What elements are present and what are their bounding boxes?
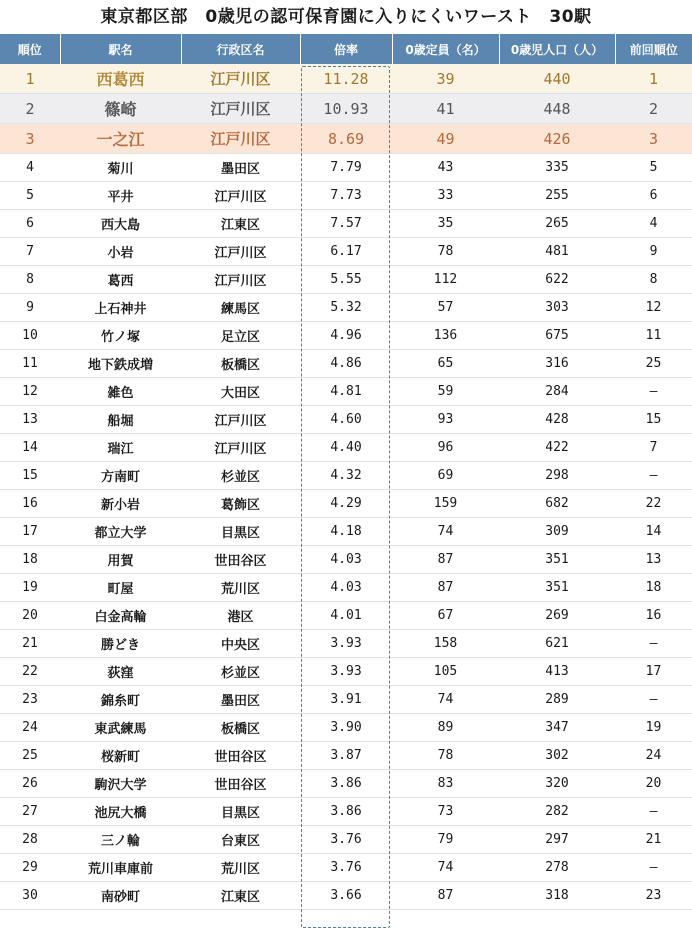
cell-population: 335 [499,154,615,182]
cell-capacity: 87 [392,574,499,602]
cell-population: 309 [499,518,615,546]
cell-station: 新小岩 [60,490,181,518]
cell-previous-rank: 6 [615,182,692,210]
cell-rank: 5 [0,182,60,210]
cell-station: 都立大学 [60,518,181,546]
cell-ward: 杉並区 [181,658,300,686]
cell-station: 勝どき [60,630,181,658]
cell-ratio: 4.60 [300,406,392,434]
cell-ratio: 4.03 [300,574,392,602]
cell-station: 地下鉄成増 [60,350,181,378]
cell-previous-rank: 19 [615,714,692,742]
cell-population: 298 [499,462,615,490]
cell-previous-rank: ― [615,630,692,658]
cell-rank: 15 [0,462,60,490]
cell-ratio: 7.73 [300,182,392,210]
cell-population: 278 [499,854,615,882]
table-row [0,490,692,518]
cell-ratio: 4.32 [300,462,392,490]
cell-population: 448 [499,94,615,124]
cell-station: 瑞江 [60,434,181,462]
cell-ward: 墨田区 [181,154,300,182]
cell-rank: 7 [0,238,60,266]
cell-ratio: 7.57 [300,210,392,238]
cell-ratio: 5.32 [300,294,392,322]
cell-rank: 9 [0,294,60,322]
table-row [0,378,692,406]
cell-ward: 板橋区 [181,350,300,378]
table-row [0,798,692,826]
page-title: 東京都区部 0歳児の認可保育園に入りにくいワースト 30駅 [100,7,592,27]
cell-ratio: 11.28 [300,64,392,94]
cell-station: 平井 [60,182,181,210]
cell-ward: 大田区 [181,378,300,406]
cell-ward: 江戸川区 [181,238,300,266]
cell-ratio: 7.79 [300,154,392,182]
cell-previous-rank: 24 [615,742,692,770]
cell-ratio: 10.93 [300,94,392,124]
cell-ward: 目黒区 [181,798,300,826]
cell-population: 682 [499,490,615,518]
cell-capacity: 57 [392,294,499,322]
cell-ratio: 4.96 [300,322,392,350]
cell-population: 316 [499,350,615,378]
cell-station: 南砂町 [60,882,181,910]
cell-previous-rank: 1 [615,64,692,94]
cell-population: 302 [499,742,615,770]
cell-ratio: 8.69 [300,124,392,154]
cell-ratio: 5.55 [300,266,392,294]
table-row [0,714,692,742]
cell-ward: 荒川区 [181,854,300,882]
cell-population: 428 [499,406,615,434]
cell-station: 方南町 [60,462,181,490]
cell-rank: 14 [0,434,60,462]
cell-rank: 24 [0,714,60,742]
cell-previous-rank: 7 [615,434,692,462]
cell-ratio: 4.86 [300,350,392,378]
cell-ward: 江戸川区 [181,124,300,154]
cell-rank: 23 [0,686,60,714]
cell-ward: 荒川区 [181,574,300,602]
cell-station: 西大島 [60,210,181,238]
cell-rank: 12 [0,378,60,406]
table-row [0,826,692,854]
cell-population: 621 [499,630,615,658]
cell-station: 船堀 [60,406,181,434]
cell-population: 289 [499,686,615,714]
header-capacity: 0歳定員（名） [392,34,499,64]
cell-ratio: 3.86 [300,798,392,826]
cell-rank: 21 [0,630,60,658]
cell-capacity: 74 [392,686,499,714]
cell-ratio: 3.90 [300,714,392,742]
cell-ratio: 3.93 [300,630,392,658]
cell-ratio: 3.93 [300,658,392,686]
cell-rank: 20 [0,602,60,630]
cell-ward: 足立区 [181,322,300,350]
cell-station: 錦糸町 [60,686,181,714]
cell-rank: 13 [0,406,60,434]
cell-station: 用賀 [60,546,181,574]
table-header-row [0,34,692,64]
cell-previous-rank: 18 [615,574,692,602]
table-row [0,124,692,154]
cell-station: 菊川 [60,154,181,182]
header-previous-rank: 前回順位 [615,34,692,64]
cell-rank: 28 [0,826,60,854]
cell-ratio: 4.29 [300,490,392,518]
cell-population: 320 [499,770,615,798]
cell-rank: 10 [0,322,60,350]
cell-station: 篠崎 [60,94,181,124]
cell-capacity: 41 [392,94,499,124]
cell-population: 347 [499,714,615,742]
table-row [0,154,692,182]
cell-population: 351 [499,546,615,574]
cell-previous-rank: 12 [615,294,692,322]
cell-population: 303 [499,294,615,322]
cell-ward: 世田谷区 [181,770,300,798]
cell-ratio: 3.86 [300,770,392,798]
cell-previous-rank: 23 [615,882,692,910]
cell-population: 265 [499,210,615,238]
cell-capacity: 83 [392,770,499,798]
cell-station: 小岩 [60,238,181,266]
cell-population: 426 [499,124,615,154]
cell-ratio: 3.91 [300,686,392,714]
cell-ward: 江東区 [181,882,300,910]
cell-population: 351 [499,574,615,602]
cell-ward: 江戸川区 [181,64,300,94]
cell-station: 町屋 [60,574,181,602]
cell-station: 荻窪 [60,658,181,686]
header-ward: 行政区名 [181,34,300,64]
cell-rank: 8 [0,266,60,294]
cell-previous-rank: 5 [615,154,692,182]
cell-ward: 江東区 [181,210,300,238]
table-row [0,64,692,94]
cell-previous-rank: 17 [615,658,692,686]
cell-rank: 19 [0,574,60,602]
table-row [0,518,692,546]
ranking-table [0,34,692,910]
cell-population: 481 [499,238,615,266]
cell-ratio: 6.17 [300,238,392,266]
table-row [0,350,692,378]
table-row [0,630,692,658]
cell-population: 675 [499,322,615,350]
cell-station: 上石神井 [60,294,181,322]
cell-population: 255 [499,182,615,210]
cell-ratio: 3.76 [300,826,392,854]
table-row [0,210,692,238]
cell-station: 西葛西 [60,64,181,94]
cell-population: 282 [499,798,615,826]
cell-capacity: 78 [392,238,499,266]
table-row [0,462,692,490]
table-row [0,546,692,574]
cell-rank: 25 [0,742,60,770]
cell-station: 駒沢大学 [60,770,181,798]
cell-capacity: 87 [392,546,499,574]
cell-station: 竹ノ塚 [60,322,181,350]
cell-previous-rank: 25 [615,350,692,378]
cell-capacity: 136 [392,322,499,350]
cell-rank: 27 [0,798,60,826]
cell-capacity: 112 [392,266,499,294]
cell-station: 白金高輪 [60,602,181,630]
cell-previous-rank: 4 [615,210,692,238]
cell-station: 池尻大橋 [60,798,181,826]
cell-ward: 世田谷区 [181,742,300,770]
cell-ward: 葛飾区 [181,490,300,518]
cell-previous-rank: 15 [615,406,692,434]
cell-capacity: 73 [392,798,499,826]
table-row [0,434,692,462]
cell-previous-rank: 14 [615,518,692,546]
cell-ward: 墨田区 [181,686,300,714]
cell-rank: 17 [0,518,60,546]
cell-ratio: 3.66 [300,882,392,910]
cell-ward: 台東区 [181,826,300,854]
cell-capacity: 65 [392,350,499,378]
cell-population: 440 [499,64,615,94]
cell-population: 622 [499,266,615,294]
cell-population: 318 [499,882,615,910]
cell-rank: 26 [0,770,60,798]
cell-previous-rank: ― [615,462,692,490]
cell-capacity: 33 [392,182,499,210]
cell-ward: 港区 [181,602,300,630]
header-ratio: 倍率 [300,34,392,64]
cell-previous-rank: 11 [615,322,692,350]
table-row [0,882,692,910]
cell-ward: 練馬区 [181,294,300,322]
cell-ward: 中央区 [181,630,300,658]
cell-ward: 板橋区 [181,714,300,742]
cell-previous-rank: 2 [615,94,692,124]
table-row [0,266,692,294]
cell-station: 葛西 [60,266,181,294]
cell-ratio: 4.40 [300,434,392,462]
cell-rank: 3 [0,124,60,154]
cell-previous-rank: 13 [615,546,692,574]
cell-population: 413 [499,658,615,686]
table-row [0,574,692,602]
table-row [0,854,692,882]
cell-ratio: 4.03 [300,546,392,574]
cell-capacity: 87 [392,882,499,910]
table-row [0,294,692,322]
cell-capacity: 78 [392,742,499,770]
cell-previous-rank: 22 [615,490,692,518]
cell-rank: 16 [0,490,60,518]
cell-capacity: 74 [392,518,499,546]
cell-previous-rank: 9 [615,238,692,266]
cell-capacity: 89 [392,714,499,742]
cell-rank: 4 [0,154,60,182]
cell-ratio: 3.76 [300,854,392,882]
cell-population: 297 [499,826,615,854]
table-row [0,742,692,770]
table-row [0,94,692,124]
table-row [0,182,692,210]
cell-capacity: 96 [392,434,499,462]
cell-station: 三ノ輪 [60,826,181,854]
cell-capacity: 35 [392,210,499,238]
cell-capacity: 43 [392,154,499,182]
cell-capacity: 79 [392,826,499,854]
cell-ward: 江戸川区 [181,182,300,210]
cell-rank: 2 [0,94,60,124]
cell-capacity: 69 [392,462,499,490]
cell-rank: 6 [0,210,60,238]
cell-station: 東武練馬 [60,714,181,742]
header-rank: 順位 [0,34,60,64]
table-row [0,686,692,714]
cell-previous-rank: 8 [615,266,692,294]
cell-capacity: 39 [392,64,499,94]
cell-population: 422 [499,434,615,462]
cell-population: 284 [499,378,615,406]
cell-rank: 1 [0,64,60,94]
cell-ward: 江戸川区 [181,406,300,434]
cell-previous-rank: ― [615,854,692,882]
cell-ward: 江戸川区 [181,266,300,294]
cell-previous-rank: 3 [615,124,692,154]
cell-previous-rank: ― [615,798,692,826]
cell-ward: 江戸川区 [181,434,300,462]
cell-capacity: 74 [392,854,499,882]
cell-rank: 29 [0,854,60,882]
cell-ward: 目黒区 [181,518,300,546]
table-row [0,238,692,266]
cell-population: 269 [499,602,615,630]
cell-ward: 世田谷区 [181,546,300,574]
cell-previous-rank: ― [615,378,692,406]
cell-station: 桜新町 [60,742,181,770]
table-row [0,322,692,350]
table-row [0,602,692,630]
cell-rank: 22 [0,658,60,686]
cell-capacity: 93 [392,406,499,434]
cell-station: 雑色 [60,378,181,406]
cell-ratio: 4.18 [300,518,392,546]
cell-previous-rank: 16 [615,602,692,630]
cell-capacity: 59 [392,378,499,406]
table-row [0,770,692,798]
cell-rank: 18 [0,546,60,574]
header-station: 駅名 [60,34,181,64]
cell-capacity: 105 [392,658,499,686]
cell-capacity: 158 [392,630,499,658]
cell-previous-rank: 21 [615,826,692,854]
table-row [0,658,692,686]
cell-station: 一之江 [60,124,181,154]
cell-ratio: 4.01 [300,602,392,630]
cell-station: 荒川車庫前 [60,854,181,882]
cell-ward: 江戸川区 [181,94,300,124]
cell-ratio: 4.81 [300,378,392,406]
cell-ratio: 3.87 [300,742,392,770]
cell-ward: 杉並区 [181,462,300,490]
cell-previous-rank: ― [615,686,692,714]
cell-capacity: 159 [392,490,499,518]
table-row [0,406,692,434]
cell-capacity: 49 [392,124,499,154]
cell-rank: 30 [0,882,60,910]
cell-previous-rank: 20 [615,770,692,798]
cell-rank: 11 [0,350,60,378]
cell-capacity: 67 [392,602,499,630]
header-population: 0歳児人口（人） [499,34,615,64]
